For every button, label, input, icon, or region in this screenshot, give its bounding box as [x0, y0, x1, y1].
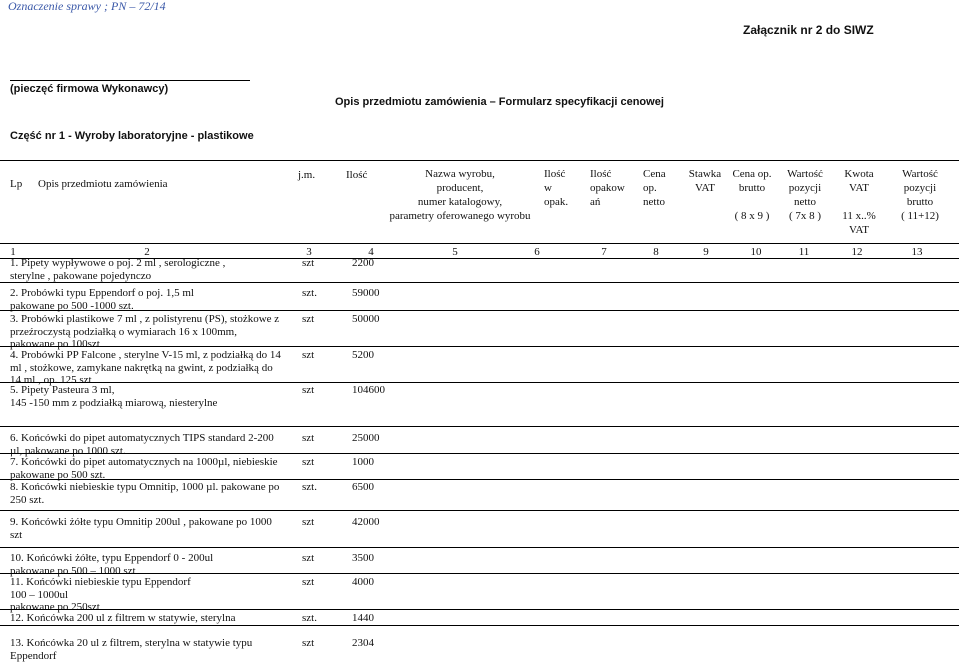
col-header-product: Nazwa wyrobu, producent, numer katalogowy, parametry oferowanego wyrobu [389, 168, 531, 222]
item-quantity: 6500 [352, 481, 374, 493]
column-number: 10 [750, 246, 762, 258]
document-title: Opis przedmiotu zamówienia – Formularz specyfikacji cenowej [335, 96, 664, 108]
case-reference: Oznaczenie sprawy ; PN – 72/14 [8, 0, 166, 13]
item-quantity: 50000 [352, 313, 380, 325]
row-divider [0, 609, 959, 610]
column-number: 13 [911, 246, 923, 258]
table-top-rule [0, 160, 959, 161]
item-description: 9. Końcówki żółte typu Omnitip 200ul , pakowane po 1000 szt [10, 516, 272, 541]
item-unit: szt. [302, 481, 317, 493]
row-divider [0, 479, 959, 480]
column-number: 8 [653, 246, 659, 258]
item-quantity: 59000 [352, 287, 380, 299]
col-header-net-value: Wartość pozycji netto ( 7x 8 ) [787, 168, 823, 222]
item-quantity: 4000 [352, 576, 374, 588]
item-quantity: 104600 [352, 384, 385, 396]
item-description: 4. Probówki PP Falcone , sterylne V-15 ml, z podziałką do 14 ml , stożkowe, zamykane nakrętką na gwint, z podziałką do 14 ml , op. 125 szt [10, 349, 281, 386]
column-number: 4 [368, 246, 374, 258]
column-number: 7 [601, 246, 607, 258]
column-number: 3 [306, 246, 312, 258]
row-divider [0, 625, 959, 626]
col-header-gross-value: Wartość pozycji brutto ( 11+12) [901, 168, 939, 222]
row-divider [0, 426, 959, 427]
attachment-label: Załącznik nr 2 do SIWZ [743, 23, 874, 37]
item-quantity: 1000 [352, 456, 374, 468]
col-header-pack-count: Ilość opakow ań [590, 168, 625, 208]
item-quantity: 5200 [352, 349, 374, 361]
row-divider [0, 510, 959, 511]
item-unit: szt [302, 516, 315, 528]
row-divider [0, 453, 959, 454]
column-number: 12 [851, 246, 863, 258]
col-header-vat-rate: Stawka VAT [688, 168, 722, 194]
item-description: 8. Końcówki niebieskie typu Omnitip, 1000 µl. pakowane po 250 szt. [10, 481, 280, 506]
item-description: 5. Pipety Pasteura 3 ml, 145 -150 mm z podziałką miarową, niesterylne [10, 384, 218, 409]
item-unit: szt [302, 432, 315, 444]
item-quantity: 2304 [352, 637, 374, 649]
item-unit: szt [302, 576, 315, 588]
column-number: 6 [534, 246, 540, 258]
item-description: 13. Końcówka 20 ul z filtrem, sterylna w statywie typu Eppendorf [10, 637, 253, 662]
col-header-vat-amount: Kwota VAT 11 x..% VAT [842, 168, 876, 236]
item-description: 10. Końcówki żółte, typu Eppendorf 0 - 200ul pakowane po 500 – 1000 szt [10, 552, 214, 577]
item-unit: szt [302, 384, 315, 396]
item-description: 11. Końcówki niebieskie typu Eppendorf 100 – 1000ul pakowane po 250szt [10, 576, 191, 613]
column-number: 2 [144, 246, 150, 258]
col-header-quantity: Ilość [346, 169, 368, 181]
item-description: 1. Pipety wypływowe o poj. 2 ml , serologiczne , sterylne , pakowane pojedynczo [10, 257, 226, 282]
column-number: 11 [798, 246, 810, 258]
item-unit: szt [302, 349, 315, 361]
row-divider [0, 282, 959, 283]
row-divider [0, 382, 959, 383]
column-number: 1 [10, 246, 16, 258]
item-quantity: 42000 [352, 516, 380, 528]
item-description: 7. Końcówki do pipet automatycznych na 1000µl, niebieskie pakowane po 500 szt. [10, 456, 278, 481]
col-header-unit: j.m. [298, 169, 316, 181]
item-quantity: 3500 [352, 552, 374, 564]
item-unit: szt. [302, 612, 317, 624]
col-header-gross-price: Cena op. brutto ( 8 x 9 ) [732, 168, 772, 222]
item-unit: szt [302, 456, 315, 468]
item-quantity: 2200 [352, 257, 374, 269]
item-quantity: 1440 [352, 612, 374, 624]
row-divider [0, 573, 959, 574]
col-header-qty-in-pack: Ilość w opak. [544, 168, 569, 208]
col-header-description: Opis przedmiotu zamówienia [38, 178, 168, 190]
item-quantity: 25000 [352, 432, 380, 444]
item-description: 2. Probówki typu Eppendorf o poj. 1,5 ml pakowane po 500 -1000 szt. [10, 287, 194, 312]
column-number: 9 [703, 246, 709, 258]
header-bottom-rule [0, 243, 959, 244]
item-unit: szt. [302, 287, 317, 299]
row-divider [0, 547, 959, 548]
item-unit: szt [302, 313, 315, 325]
stamp-line [10, 80, 250, 81]
item-description: 12. Końcówka 200 ul z filtrem w statywie, sterylna [10, 612, 236, 624]
col-header-net-price: Cena op. netto [643, 168, 666, 208]
col-header-lp: Lp [10, 178, 23, 190]
row-divider [0, 346, 959, 347]
item-unit: szt [302, 552, 315, 564]
row-divider [0, 310, 959, 311]
column-number: 5 [452, 246, 458, 258]
item-description: 3. Probówki plastikowe 7 ml , z polistyrenu (PS), stożkowe z przeźroczystą podziałką o wymiarach 16 x 100mm, pakowane po 100szt [10, 313, 280, 350]
item-description: 6. Końcówki do pipet automatycznych TIPS standard 2-200 µl, pakowane po 1000 szt. [10, 432, 274, 457]
company-stamp-label: (pieczęć firmowa Wykonawcy) [10, 83, 169, 95]
item-unit: szt [302, 257, 315, 269]
part-title: Część nr 1 - Wyroby laboratoryjne - plastikowe [10, 130, 254, 142]
item-unit: szt [302, 637, 315, 649]
